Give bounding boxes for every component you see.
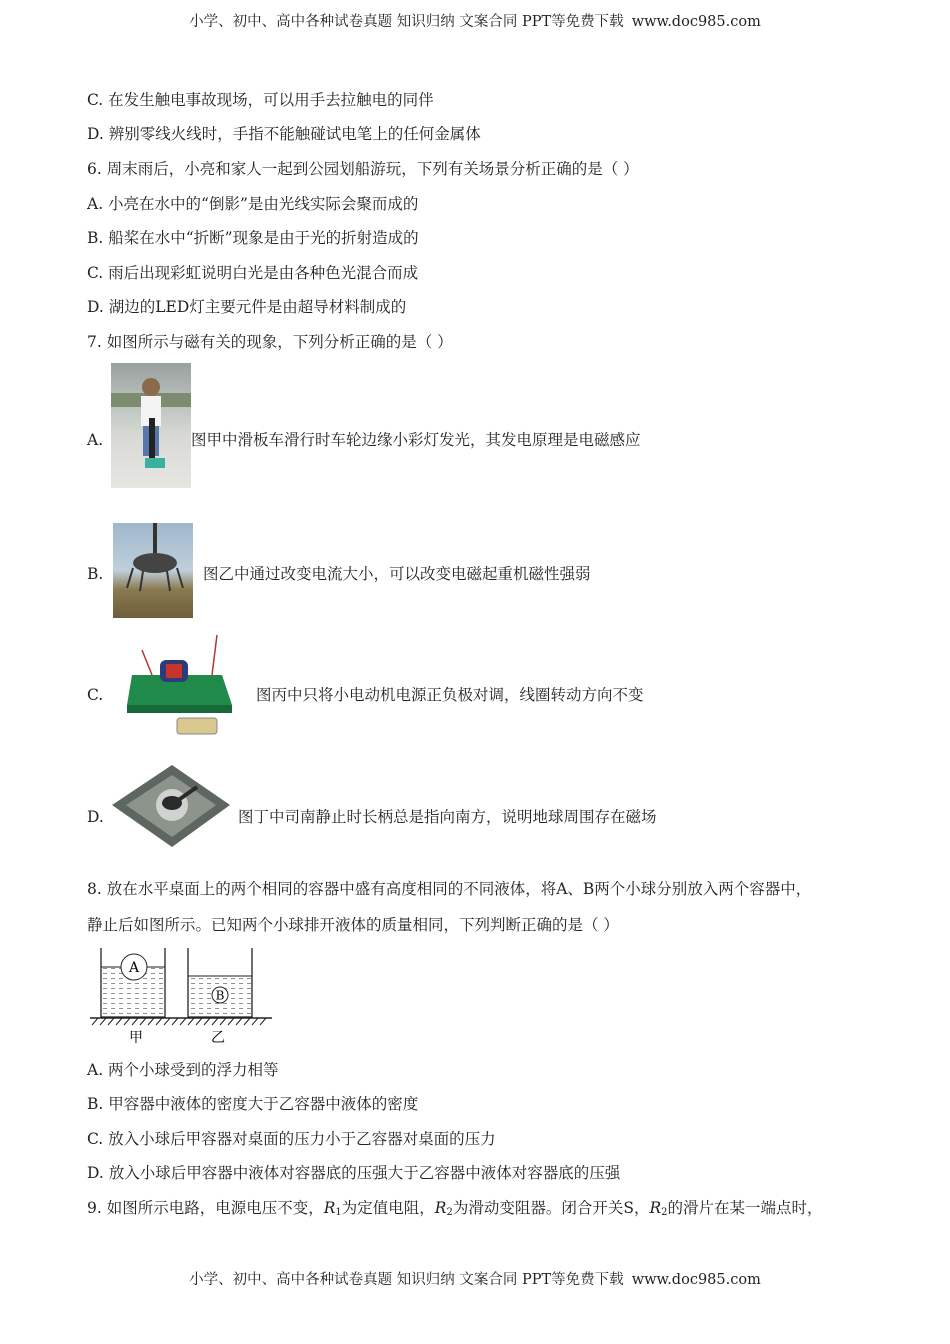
- q8-option-d: D. 放入小球后甲容器中液体对容器底的压强大于乙容器中液体对容器底的压强: [87, 1164, 621, 1182]
- header-site[interactable]: www.doc985.com: [631, 14, 761, 30]
- q8-option-c: C. 放入小球后甲容器对桌面的压力小于乙容器对桌面的压力: [87, 1130, 496, 1148]
- q8-option-a: A. 两个小球受到的浮力相等: [87, 1061, 279, 1079]
- q9-text-1: 9. 如图所示电路，电源电压不变，: [87, 1199, 324, 1217]
- container-jia-label: 甲: [129, 1030, 143, 1046]
- r1-subscript: 1: [335, 1207, 342, 1218]
- r1-symbol: R: [323, 1199, 336, 1217]
- q7-option-b: 图乙中通过改变电流大小，可以改变电磁起重机磁性强弱: [203, 565, 591, 583]
- r2-subscript: 2: [661, 1207, 668, 1218]
- q7-option-c: 图丙中只将小电动机电源正负极对调，线圈转动方向不变: [256, 686, 644, 704]
- page-header: [0, 12, 950, 32]
- q6-option-a: A. 小亮在水中的“倒影”是由光线实际会聚而成的: [87, 195, 419, 213]
- q9-text-4: 的滑片在某一端点时，: [667, 1199, 823, 1217]
- q9-stem: [87, 1198, 823, 1223]
- q9-text-3: 为滑动变阻器。闭合开关S，: [452, 1199, 650, 1217]
- q6-option-b: B. 船桨在水中“折断”现象是由于光的折射造成的: [87, 229, 419, 247]
- scooter-photo: [111, 363, 191, 488]
- page-footer: [0, 1270, 950, 1290]
- q9-text-2: 为定值电阻，: [341, 1199, 435, 1217]
- containers-diagram: [86, 946, 276, 1046]
- q7-a-label: A.: [87, 431, 104, 449]
- r2-symbol: R: [434, 1199, 447, 1217]
- r2-symbol: R: [649, 1199, 662, 1217]
- motor-photo: [122, 630, 240, 745]
- q8-stem-line1: 8. 放在水平桌面上的两个相同的容器中盛有高度相同的不同液体，将A、B两个小球分别放入两个容器中，: [87, 880, 812, 898]
- crane-photo: [113, 523, 193, 618]
- q7-option-d: 图丁中司南静止时长柄总是指向南方，说明地球周围存在磁场: [238, 808, 657, 826]
- q7-d-label: D.: [87, 808, 104, 826]
- q8-option-b: B. 甲容器中液体的密度大于乙容器中液体的密度: [87, 1095, 419, 1113]
- q7-c-label: C.: [87, 686, 104, 704]
- q7-b-label: B.: [87, 565, 104, 583]
- q6-option-c: C. 雨后出现彩虹说明白光是由各种色光混合而成: [87, 264, 419, 282]
- header-text: 小学、初中、高中各种试卷真题 知识归纳 文案合同 PPT等免费下载: [189, 14, 624, 30]
- q6-stem: 6. 周末雨后，小亮和家人一起到公园划船游玩，下列有关场景分析正确的是（ ）: [87, 160, 639, 178]
- compass-sinan-photo: [112, 765, 230, 847]
- q5-option-d: D. 辨别零线火线时，手指不能触碰试电笔上的任何金属体: [87, 125, 481, 143]
- container-yi-label: 乙: [211, 1030, 225, 1046]
- footer-text: 小学、初中、高中各种试卷真题 知识归纳 文案合同 PPT等免费下载: [189, 1272, 624, 1288]
- r2-subscript: 2: [446, 1207, 453, 1218]
- ball-a-label: A: [128, 960, 140, 976]
- q6-option-d: D. 湖边的LED灯主要元件是由超导材料制成的: [87, 298, 407, 316]
- q5-option-c: C. 在发生触电事故现场，可以用手去拉触电的同伴: [87, 91, 434, 109]
- q7-stem: 7. 如图所示与磁有关的现象，下列分析正确的是（ ）: [87, 333, 453, 351]
- ball-b-label: B: [215, 988, 225, 1003]
- q7-option-a: 图甲中滑板车滑行时车轮边缘小彩灯发光，其发电原理是电磁感应: [191, 431, 641, 449]
- footer-site[interactable]: www.doc985.com: [631, 1272, 761, 1288]
- q8-stem-line2: 静止后如图所示。已知两个小球排开液体的质量相同，下列判断正确的是（ ）: [87, 916, 619, 934]
